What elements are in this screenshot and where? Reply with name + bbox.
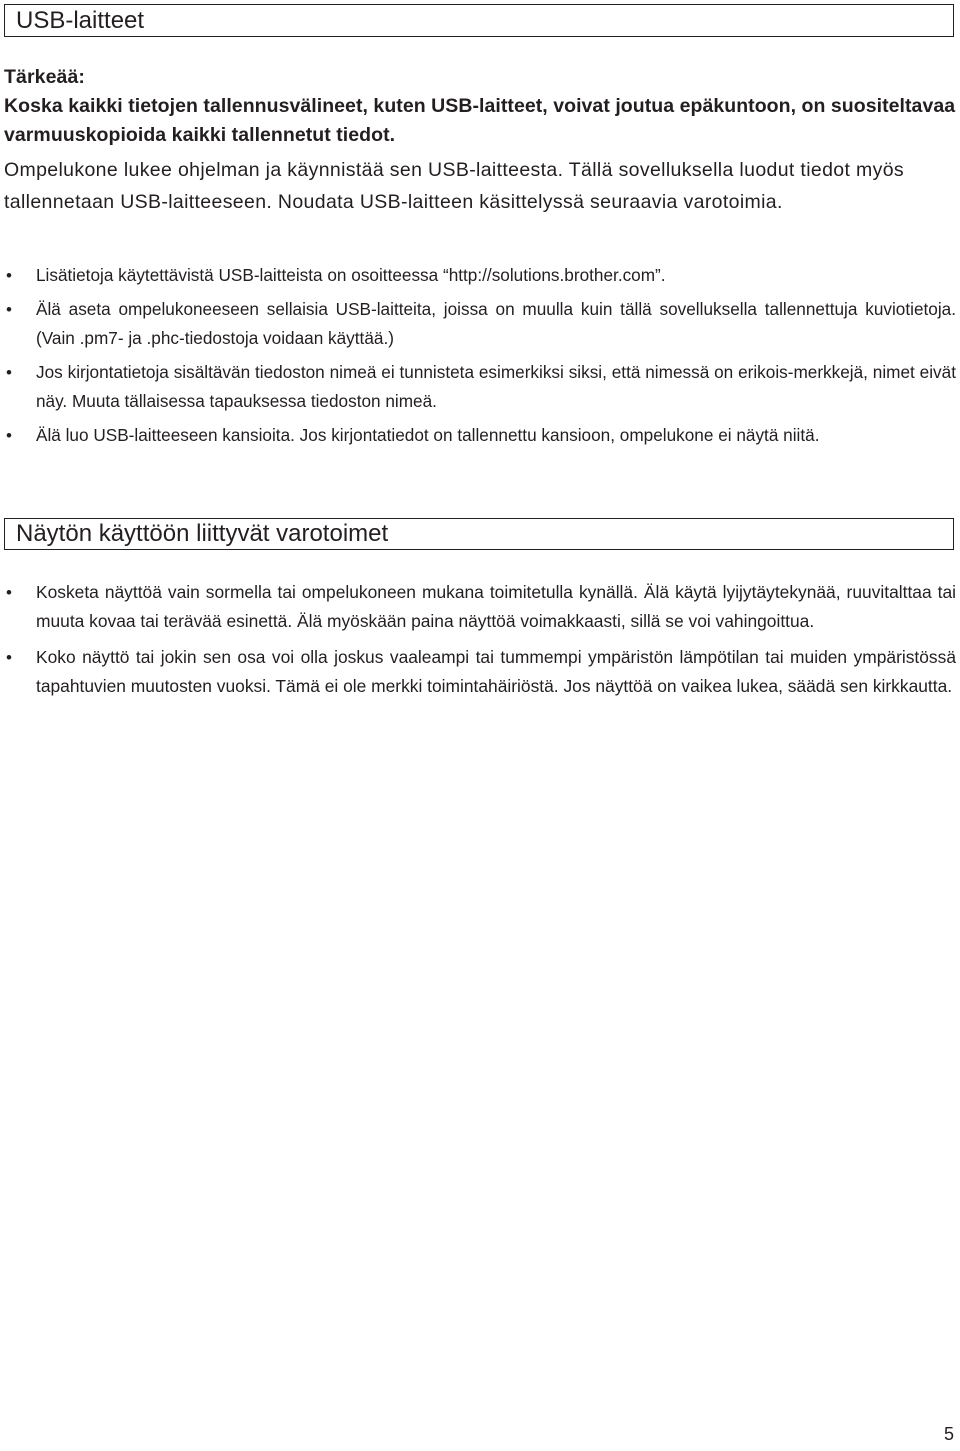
section-header-screen [4,518,954,550]
usb-precautions-list-block [4,261,956,455]
bullet-icon: • [6,300,12,319]
list-item [4,295,956,353]
page-number: 5 [943,1424,954,1444]
screen-precautions-list-block [4,578,956,708]
important-label: Tärkeää: [4,66,86,88]
important-text: Koska kaikki tietojen tallennusvälineet, kuten USB-laitteet, voivat joutua epäkuntoon, on suositeltavaa varmuuskopioida kaikki tallennetut tiedot. [4,95,956,146]
list-item [4,358,956,416]
list-item-text: Älä aseta ompelukoneeseen sellaisia USB-laitteita, joissa on muulla kuin tällä sovelluksella tallennettuja kuviotietoja. (Vain .pm7- ja .phc-tiedostoja voidaan käyttää.) [36,299,956,348]
section-title: USB-laitteet [16,7,145,34]
bullet-icon: • [6,363,12,382]
important-notice [4,63,956,150]
list-item-text: Lisätietoja käytettävistä USB-laitteista on osoitteessa “http://solutions.brother.com”. [36,265,666,285]
bullet-icon: • [6,426,12,445]
screen-precautions-list [4,578,956,701]
list-item-text: Koko näyttö tai jokin sen osa voi olla joskus vaaleampi tai tummempi ympäristön lämpötilan tai muiden ympäristössä tapahtuvien muutosten vuoksi. Tämä ei ole merkki toimintahäiriöstä. Jos näyttöä on vaikea lukea, säädä sen kirkkautta. [36,647,956,696]
list-item [4,578,956,636]
list-item [4,421,956,450]
usb-precautions-list [4,261,956,450]
list-item-text: Kosketa näyttöä vain sormella tai ompelukoneen mukana toimitetulla kynällä. Älä käytä lyijytäytekynää, ruuvitalttaa tai muuta kovaa tai terävää esinettä. Älä myöskään paina näyttöä voimakkaasti, sillä se voi vahingoittua. [36,582,956,631]
bullet-icon: • [6,648,12,667]
list-item [4,261,956,290]
intro-paragraph-block [4,154,944,218]
bullet-icon: • [6,583,12,602]
bullet-icon: • [6,266,12,285]
section-title: Näytön käyttöön liittyvät varotoimet [16,520,389,547]
list-item [4,643,956,701]
section-header-usb [4,4,954,37]
list-item-text: Älä luo USB-laitteeseen kansioita. Jos kirjontatiedot on tallennettu kansioon, ompelukone ei näytä niitä. [36,425,820,445]
intro-paragraph: Ompelukone lukee ohjelman ja käynnistää sen USB-laitteesta. Tällä sovelluksella luodut tiedot myös tallennetaan USB-laitteeseen. Noudata USB-laitteen käsittelyssä seuraavia varotoimia. [4,159,904,213]
list-item-text: Jos kirjontatietoja sisältävän tiedoston nimeä ei tunnisteta esimerkiksi siksi, että nimessä on erikois-merkkejä, nimet eivät näy. Muuta tällaisessa tapauksessa tiedoston nimeä. [36,362,956,411]
